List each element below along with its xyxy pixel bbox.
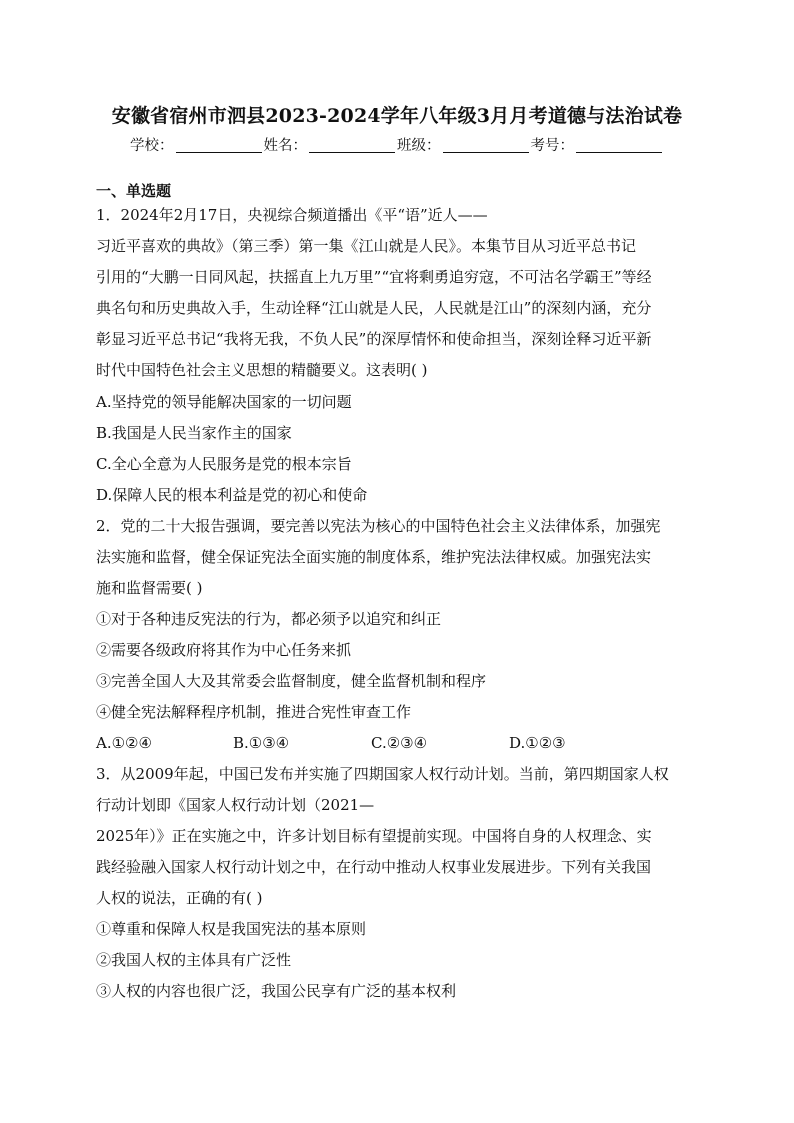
- exam-no-blank[interactable]: [576, 137, 662, 153]
- q1-option-c: C.全心全意为人民服务是党的根本宗旨: [96, 455, 352, 473]
- q1-option-a: A.坚持党的领导能解决国家的一切问题: [96, 393, 352, 411]
- q2-line: 施和监督需要( ): [96, 579, 203, 597]
- q3-item: ③人权的内容也很广泛，我国公民享有广泛的基本权利: [96, 982, 457, 1000]
- q2-line: 2．党的二十大报告强调，要完善以宪法为核心的中国特色社会主义法律体系，加强宪: [96, 517, 661, 535]
- school-blank[interactable]: [176, 137, 262, 153]
- class-blank[interactable]: [443, 137, 529, 153]
- q3-line: 践经验融入国家人权行动计划之中，在行动中推动人权事业发展进步。下列有关我国: [96, 858, 652, 876]
- q3-item: ②我国人权的主体具有广泛性: [96, 951, 292, 969]
- section-heading: 一、单选题: [96, 182, 172, 200]
- q1-line: 彰显习近平总书记“我将无我，不负人民”的深厚情怀和使命担当，深刻诠释习近平新: [96, 330, 652, 348]
- q1-line: 典名句和历史典故入手，生动诠释“江山就是人民，人民就是江山”的深刻内涵，充分: [96, 299, 652, 317]
- q1-line: 习近平喜欢的典故》（第三季）第一集《江山就是人民》。本集节目从习近平总书记: [96, 237, 637, 255]
- q1-option-d: D.保障人民的根本利益是党的初心和使命: [96, 486, 368, 504]
- name-blank[interactable]: [309, 137, 395, 153]
- q2-choice-c: C.②③④: [371, 734, 428, 752]
- school-label: 学校：: [130, 138, 174, 154]
- q2-choice-a: A.①②④: [96, 734, 152, 752]
- q3-line: 人权的说法，正确的有( ): [96, 889, 263, 907]
- name-label: 姓名：: [263, 138, 307, 154]
- q3-item: ①尊重和保障人权是我国宪法的基本原则: [96, 920, 367, 938]
- q2-item: ④健全宪法解释程序机制，推进合宪性审查工作: [96, 703, 412, 721]
- q3-line: 3．从2009年起，中国已发布并实施了四期国家人权行动计划。当前，第四期国家人权: [96, 765, 669, 783]
- exam-no-label: 考号：: [530, 138, 574, 154]
- q2-item: ③完善全国人大及其常委会监督制度，健全监督机制和程序: [96, 672, 487, 690]
- class-label: 班级：: [397, 138, 441, 154]
- q2-item: ①对于各种违反宪法的行为，都必须予以追究和纠正: [96, 610, 442, 628]
- q1-line: 时代中国特色社会主义思想的精髓要义。这表明( ): [96, 361, 428, 379]
- student-info-line: [0, 135, 794, 157]
- q1-line: 1．2024年2月17日，央视综合频道播出《平“语”近人——: [96, 206, 488, 224]
- q3-line: 2025年）》正在实施之中，许多计划目标有望提前实现。中国将自身的人权理念、实: [96, 827, 652, 845]
- q2-choice-d: D.①②③: [509, 734, 566, 752]
- q2-choice-b: B.①③④: [233, 734, 290, 752]
- q2-item: ②需要各级政府将其作为中心任务来抓: [96, 641, 352, 659]
- q2-line: 法实施和监督，健全保证宪法全面实施的制度体系，维护宪法法律权威。加强宪法实: [96, 548, 652, 566]
- q3-line: 行动计划即《国家人权行动计划（2021—: [96, 796, 375, 814]
- q1-line: 引用的“大鹏一日同风起，扶摇直上九万里”“宜将剩勇追穷寇，不可沽名学霸王”等经: [96, 268, 652, 286]
- q1-option-b: B.我国是人民当家作主的国家: [96, 424, 292, 442]
- exam-title: 安徽省宿州市泗县2023-2024学年八年级3月月考道德与法治试卷: [111, 105, 683, 127]
